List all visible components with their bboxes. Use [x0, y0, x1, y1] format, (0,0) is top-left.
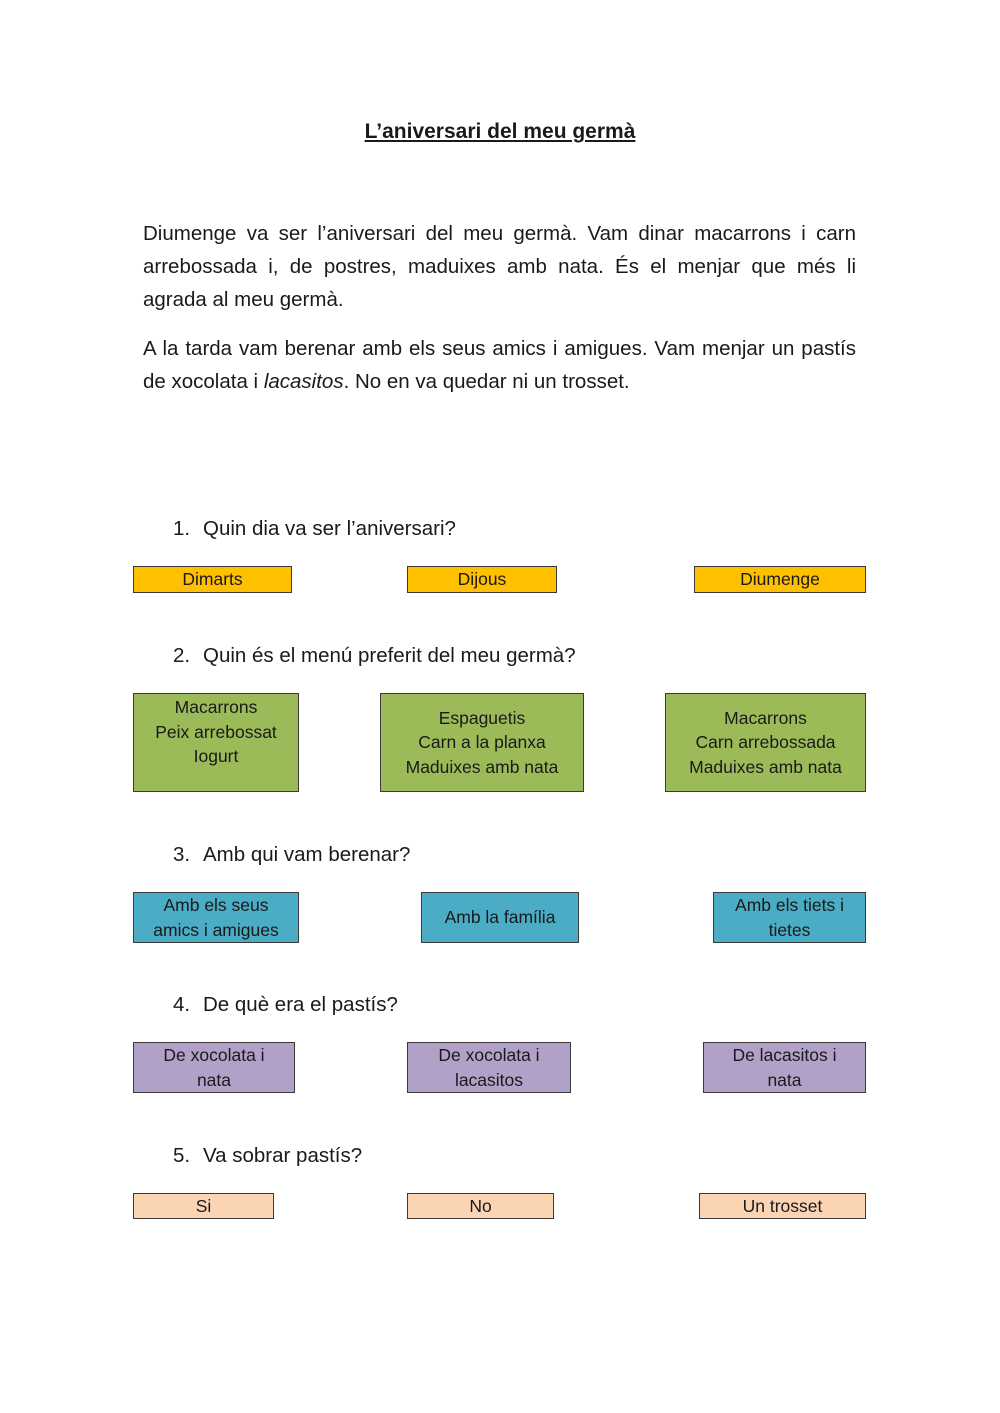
answer-option-5a[interactable]: Si	[133, 1193, 274, 1219]
answer-option-3a[interactable]: Amb els seus amics i amigues	[133, 892, 299, 943]
question-1	[173, 517, 456, 541]
question-5-number: 5.	[173, 1144, 191, 1167]
answer-option-1c[interactable]: Diumenge	[694, 566, 866, 593]
story-paragraph-2	[143, 332, 856, 398]
answer-option-4c[interactable]: De lacasitos i nata	[703, 1042, 866, 1093]
story-paragraph-2-text-a: A la tarda vam berenar amb els seus amics i amigues. Vam menjar un pastís de xocolata i	[143, 337, 856, 393]
question-4-number: 4.	[173, 993, 191, 1016]
answer-option-3c[interactable]: Amb els tiets i tietes	[713, 892, 866, 943]
answer-option-2c[interactable]: Macarrons Carn arrebossada Maduixes amb nata	[665, 693, 866, 792]
answer-option-3b[interactable]: Amb la família	[421, 892, 579, 943]
question-5	[173, 1144, 362, 1168]
story-paragraph-2-italic: lacasitos	[263, 370, 344, 393]
answer-option-5c[interactable]: Un trosset	[699, 1193, 866, 1219]
answer-option-2b[interactable]: Espaguetis Carn a la planxa Maduixes amb nata	[380, 693, 584, 792]
answer-option-2a[interactable]: Macarrons Peix arrebossat Iogurt	[133, 693, 299, 792]
answer-option-1b[interactable]: Dijous	[407, 566, 557, 593]
question-3-number: 3.	[173, 843, 191, 866]
answer-option-5b[interactable]: No	[407, 1193, 554, 1219]
question-5-text: Va sobrar pastís?	[203, 1144, 363, 1167]
question-3-text: Amb qui vam berenar?	[203, 843, 411, 866]
worksheet-title: L’aniversari del meu germà	[364, 120, 636, 143]
question-4-text: De què era el pastís?	[203, 993, 398, 1016]
story-paragraph-1: Diumenge va ser l’aniversari del meu germà. Vam dinar macarrons i carn arrebossada i, de postres, maduixes amb nata. És el menjar que més li agrada al meu germà.	[143, 222, 856, 311]
answer-option-4b[interactable]: De xocolata i lacasitos	[407, 1042, 571, 1093]
question-2-number: 2.	[173, 644, 191, 667]
answer-option-4a[interactable]: De xocolata i nata	[133, 1042, 295, 1093]
question-4	[173, 993, 398, 1017]
question-2-text: Quin és el menú preferit del meu germà?	[203, 644, 576, 667]
answer-option-1a[interactable]: Dimarts	[133, 566, 292, 593]
question-3	[173, 843, 410, 867]
question-1-text: Quin dia va ser l’aniversari?	[203, 517, 456, 540]
question-1-number: 1.	[173, 517, 191, 540]
story-paragraph-2-text-b: . No en va quedar ni un trosset.	[343, 370, 630, 393]
question-2	[173, 644, 576, 668]
